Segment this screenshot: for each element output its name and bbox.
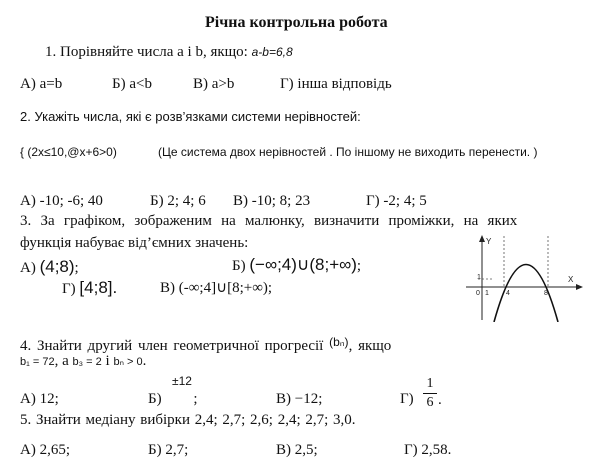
q1-answer-b: Б) a<b [112, 76, 152, 92]
q4-answer-d-fraction [423, 376, 437, 411]
q4-answer-b-semicolon: ; [193, 391, 198, 407]
question-4-line-1 [20, 336, 391, 354]
q3-answer-v [160, 281, 272, 296]
plus-minus-value: ±12 [172, 374, 192, 388]
q5-answer-c: В) 2,5; [276, 442, 318, 458]
q5-answer-d: Г) 2,58. [404, 442, 452, 458]
tick-x-8: 8 [544, 290, 548, 297]
tick-y-1: 1 [477, 274, 481, 281]
q3-answer-g-label: Г) [62, 281, 76, 297]
condition-dot: . [142, 353, 147, 369]
q4-answer-d-dot: . [438, 392, 442, 408]
condition-and-1: , а [54, 353, 69, 369]
q2-answer-a: А) -10; -6; 40 [20, 193, 103, 209]
question-4-suffix: , якщо [348, 338, 392, 354]
tick-x-4: 4 [506, 290, 510, 297]
question-5-text: 5. Знайти медіану вибірки 2,4; 2,7; 2,6; 2,4; 2,7; 3,0. [20, 412, 356, 428]
x-axis-label: X [568, 275, 574, 284]
q1-answer-d: Г) інша відповідь [280, 76, 392, 92]
y-axis-arrow-icon [479, 235, 485, 242]
tick-x-1: 1 [485, 290, 489, 297]
q3-answer-b [232, 256, 361, 274]
q5-answer-a: А) 2,65; [20, 442, 70, 458]
q4-answer-b [148, 392, 198, 407]
q2-answer-c: В) -10; 8; 23 [233, 193, 311, 209]
condition-bn: bₙ > 0 [113, 356, 143, 368]
q3-answer-b-value: (−∞;4)∪(8;+∞) [249, 255, 357, 274]
q4-answer-a: А) 12; [20, 391, 59, 407]
question-1-text [45, 45, 293, 60]
question-2-note: (Це система двох нерівностей . По іншому не виходить перенести. ) [158, 145, 538, 159]
function-graph [462, 232, 586, 322]
x-axis-arrow-icon [576, 284, 583, 290]
condition-b3: b₃ = 2 [72, 356, 102, 368]
q4-answer-c: В) −12; [276, 391, 323, 407]
question-3-line-1: 3. За графіком, зображеним на малюнку, визначити проміжки, на яких [20, 213, 518, 229]
q3-answer-b-label: Б) [232, 258, 246, 274]
question-3-line-2: функція набуває від’ємних значень: [20, 235, 249, 251]
q3-answer-a-value: (4;8) [39, 257, 75, 276]
question-4-line-2 [20, 354, 146, 369]
y-axis-label: Y [486, 237, 492, 246]
q3-answer-a [20, 258, 79, 276]
question-2-system: { (2x≤10,@x+6>0) [20, 145, 117, 159]
q3-answer-v-label: В) [160, 280, 175, 296]
question-4-text: 4. Знайти другий член геометричної прогресії [20, 338, 324, 354]
q4-answer-b-label: Б) [148, 391, 162, 407]
condition-and-2: і [105, 353, 110, 369]
q1-answer-c: В) a>b [193, 76, 235, 92]
condition-b1: b₁ = 72 [20, 356, 55, 368]
question-1-label: 1. Порівняйте числа a і b, якщо: [45, 44, 248, 60]
q4-answer-d-label: Г) [400, 391, 414, 407]
q3-answer-b-suffix: ; [356, 258, 362, 274]
origin-label: 0 [476, 290, 480, 297]
q3-answer-a-label: А) [20, 260, 36, 276]
fraction-denominator: 6 [426, 395, 434, 410]
question-2-text: 2. Укажіть числа, які є розв’язками системи нерівностей: [20, 109, 361, 124]
q2-answer-d: Г) -2; 4; 5 [366, 193, 427, 209]
question-1-condition: a-b=6,8 [251, 45, 293, 59]
q1-answer-a: А) a=b [20, 76, 63, 92]
q2-answer-b: Б) 2; 4; 6 [150, 193, 206, 209]
q3-answer-g [62, 279, 117, 297]
q5-answer-b: Б) 2,7; [148, 442, 189, 458]
q3-answer-v-value: (-∞;4]∪[8;+∞); [178, 280, 273, 296]
page-title: Річна контрольна робота [205, 14, 388, 31]
q3-answer-a-suffix: ; [74, 260, 79, 276]
q3-answer-g-value: [4;8]. [79, 278, 118, 297]
fraction-bar [423, 393, 437, 394]
fraction-numerator: 1 [426, 376, 434, 391]
question-4-sequence: (bₙ) [329, 335, 349, 349]
